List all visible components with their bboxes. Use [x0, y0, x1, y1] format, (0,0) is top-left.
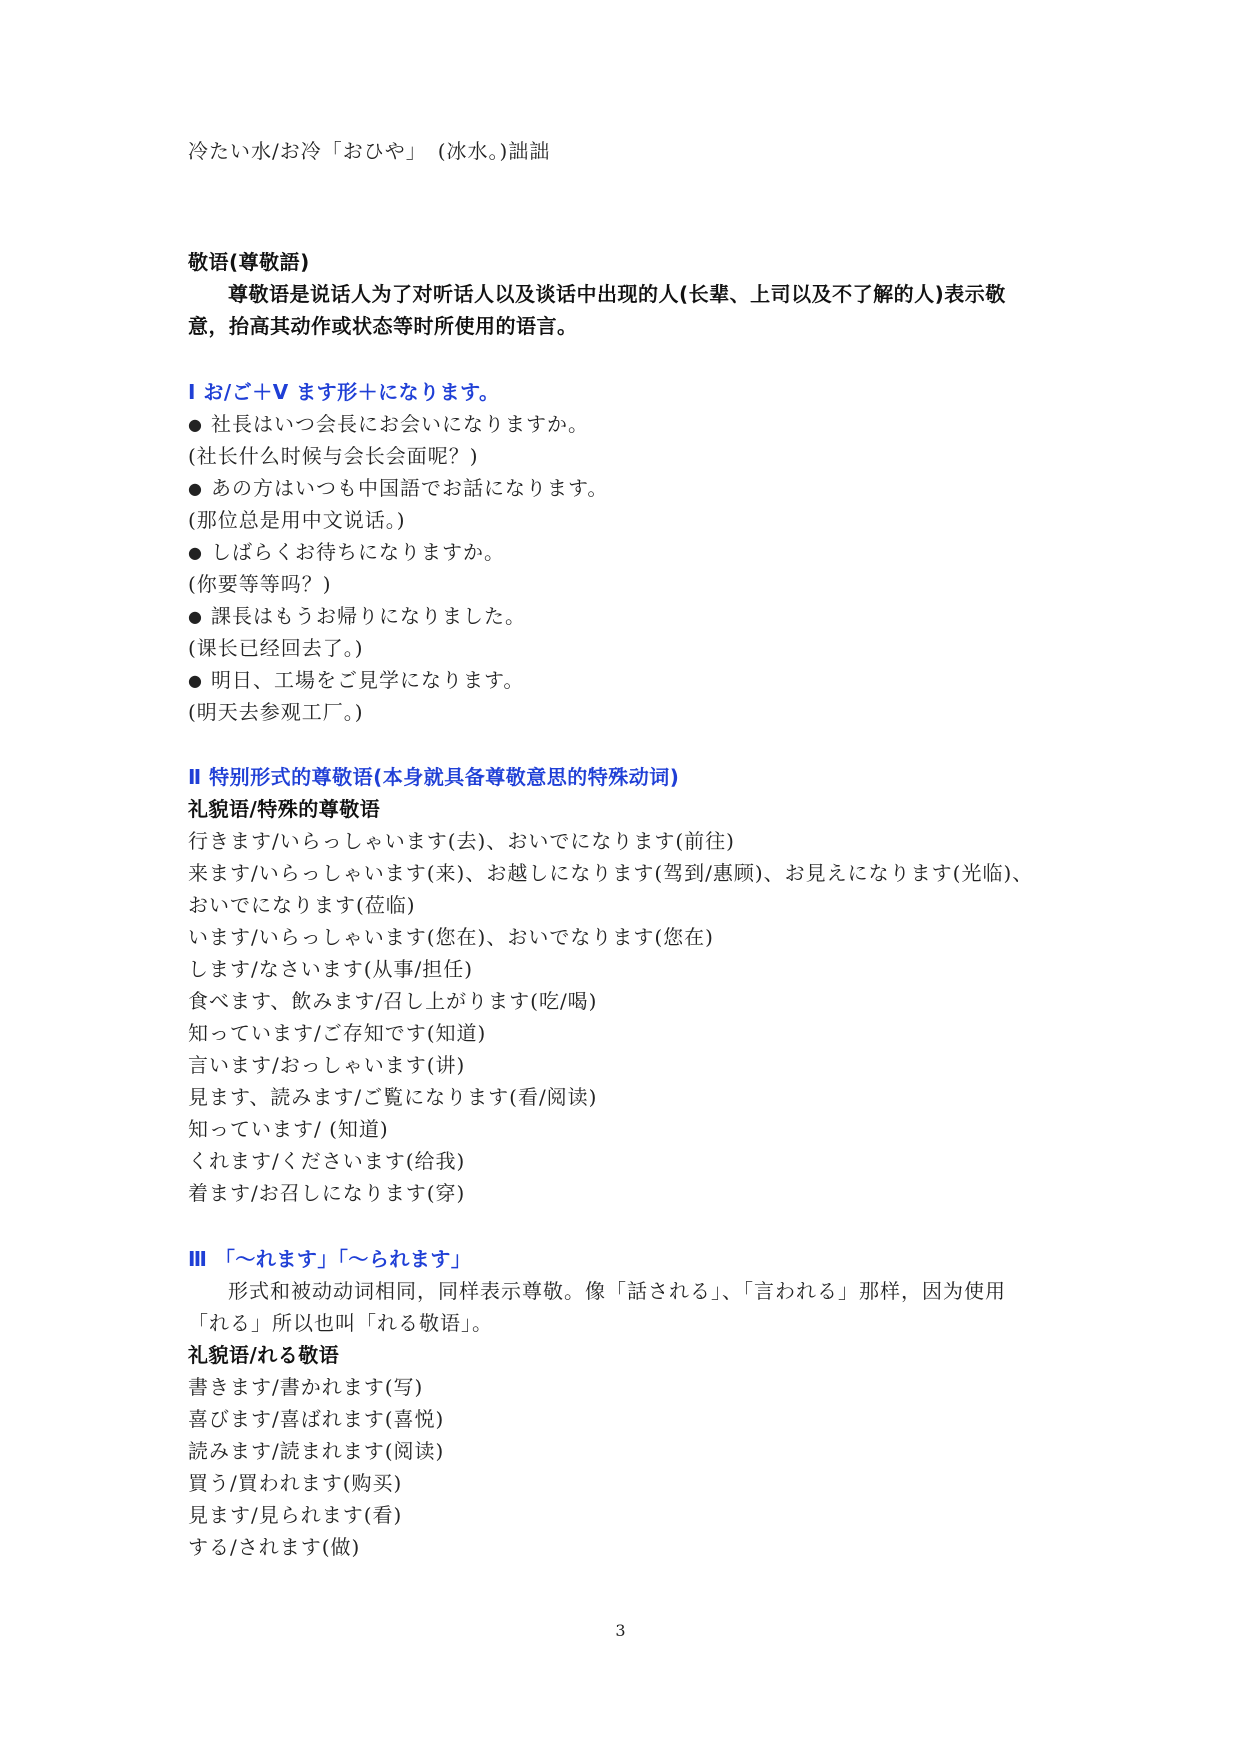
example-jp-text: しばらくお待ちになりますか。 [210, 540, 505, 564]
example-cn: (社长什么时候与会长会面呢？) [188, 444, 479, 468]
sonkeigo-desc-2: 意，抬高其动作或状态等时所使用的语言。 [188, 314, 578, 338]
example-jp-text: 社長はいつ会長にお会いになりますか。 [210, 412, 589, 436]
example-cn: (明天去参观工厂。) [188, 700, 364, 724]
verb-line: 知っています/ご存知です(知道) [188, 1021, 487, 1045]
verb-line: する/されます(做) [188, 1535, 361, 1559]
verb-line: 来ます/いらっしゃいます(来)、お越しになります(驾到/惠顾)、お見えになります(光临)、 [188, 861, 1034, 885]
example-jp [188, 539, 505, 566]
example-cn: (课长已经回去了。) [188, 636, 364, 660]
bullet-icon: ● [188, 415, 203, 434]
verb-line: 読みます/読まれます(阅读) [188, 1439, 445, 1463]
bullet-icon: ● [188, 543, 203, 562]
top-line: 冷たい水/お冷「おひや」 (冰水。)詘詘 [188, 139, 551, 163]
verb-line: います/いらっしゃいます(您在)、おいでなります(您在) [188, 925, 714, 949]
example-jp [188, 667, 524, 694]
sonkeigo-title: 敬语(尊敬語) [188, 250, 310, 274]
example-jp [188, 603, 526, 630]
page-number: 3 [615, 1621, 626, 1640]
verb-line: 着ます/お召しになります(穿) [188, 1181, 466, 1205]
example-jp-text: 明日、工場をご見学になります。 [210, 668, 525, 692]
example-cn: (那位总是用中文说话。) [188, 508, 406, 532]
section3-heading: Ⅲ 「～れます」「～られます」 [188, 1247, 472, 1271]
section3-subheading: 礼貌语/れる敬语 [188, 1343, 340, 1367]
bullet-icon: ● [188, 479, 203, 498]
section2-subheading: 礼貌语/特殊的尊敬语 [188, 797, 381, 821]
sonkeigo-desc-1: 尊敬语是说话人为了对听话人以及谈话中出现的人(长辈、上司以及不了解的人)表示敬 [228, 282, 1006, 306]
example-jp [188, 411, 589, 438]
verb-line: 見ます/見られます(看) [188, 1503, 403, 1527]
verb-line: 買う/買われます(购买) [188, 1471, 403, 1495]
verb-line: します/なさいます(从事/担任) [188, 957, 474, 981]
verb-line: 言います/おっしゃいます(讲) [188, 1053, 466, 1077]
example-jp [188, 475, 608, 502]
example-cn: (你要等等吗？) [188, 572, 332, 596]
verb-line: おいでになります(莅临) [188, 893, 416, 917]
verb-line: 食べます、飲みます/召し上がります(吃/喝) [188, 989, 598, 1013]
example-jp-text: 課長はもうお帰りになりました。 [210, 604, 526, 628]
verb-line: 喜びます/喜ばれます(喜悦) [188, 1407, 445, 1431]
section1-heading: Ⅰ お/ご＋V ます形＋になります。 [188, 380, 500, 404]
bullet-icon: ● [188, 607, 203, 626]
verb-line: 見ます、読みます/ご覧になります(看/阅读) [188, 1085, 598, 1109]
section3-desc-1: 形式和被动动词相同，同样表示尊敬。像「話される」、「言われる」那样，因为使用 [228, 1279, 1006, 1303]
verb-line: 書きます/書かれます(写) [188, 1375, 424, 1399]
verb-line: 知っています/ (知道) [188, 1117, 389, 1141]
example-jp-text: あの方はいつも中国語でお話になります。 [210, 476, 609, 500]
section2-heading: Ⅱ 特别形式的尊敬语(本身就具备尊敬意思的特殊动词) [188, 765, 680, 789]
section3-desc-2: 「れる」所以也叫「れる敬语」。 [188, 1311, 493, 1335]
verb-line: 行きます/いらっしゃいます(去)、おいでになります(前往) [188, 829, 735, 853]
bullet-icon: ● [188, 671, 203, 690]
verb-line: くれます/くださいます(给我) [188, 1149, 466, 1173]
